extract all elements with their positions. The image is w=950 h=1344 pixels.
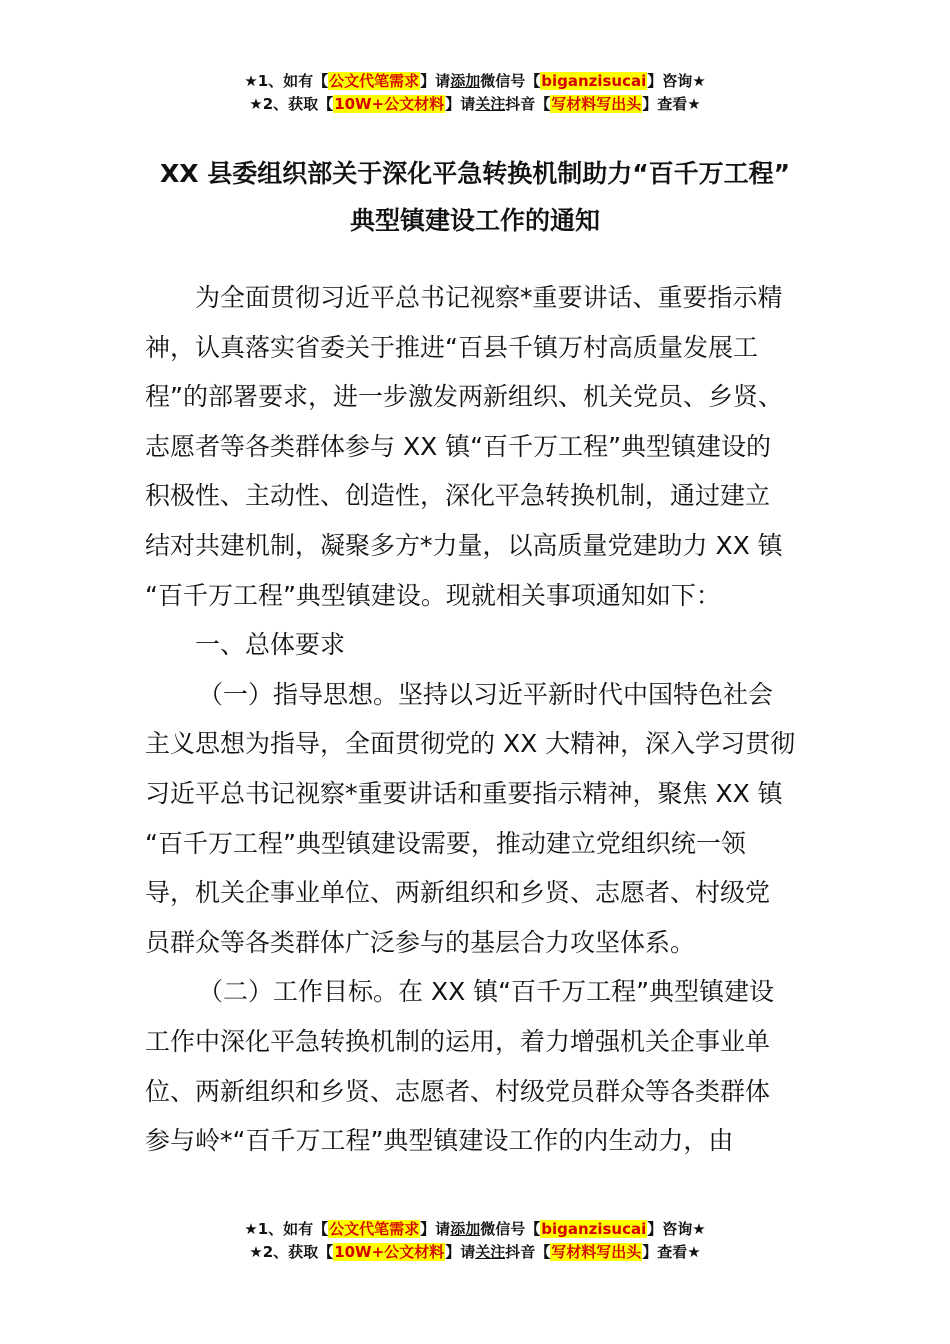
banner-text: 】请 [420, 72, 451, 90]
paragraph-line: 位、两新组织和乡贤、志愿者、村级党员群众等各类群体 [145, 1076, 771, 1106]
paragraph-line: 结对共建机制，凝聚多方*力量，以高质量党建助力 XX 镇 [145, 530, 783, 560]
highlight-materials: 10W+公文材料 [334, 95, 445, 113]
paragraph-line: （一）指导思想。坚持以习近平新时代中国特色社会 [198, 679, 774, 709]
banner-text: 】咨询★ [647, 72, 706, 90]
paragraph-line: 参与岭*“百千万工程”典型镇建设工作的内生动力，由 [145, 1126, 734, 1156]
banner-text: 微信号【 [480, 1220, 541, 1238]
document-body [145, 273, 807, 1166]
paragraph-line: 志愿者等各类群体参与 XX 镇“百千万工程”典型镇建设的 [145, 431, 772, 461]
title-line: XX 县委组织部关于深化平急转换机制助力“百千万工程” [159, 159, 791, 188]
paragraph-line: 工作中深化平急转换机制的运用，着力增强机关企事业单 [145, 1026, 771, 1056]
banner-text: 】查看★ [642, 1243, 701, 1261]
paragraph-line: 主义思想为指导，全面贯彻党的 XX 大精神，深入学习贯彻 [145, 729, 796, 759]
highlight-wechat-id: biganzisucai [541, 72, 647, 90]
banner-text: 】查看★ [642, 95, 701, 113]
banner-text: ★1、如有【 [244, 1220, 329, 1238]
banner-text: 抖音【 [505, 95, 551, 113]
banner-text: 抖音【 [505, 1243, 551, 1261]
paragraph-line: 积极性、主动性、创造性，深化平急转换机制，通过建立 [145, 481, 771, 511]
title-line: 典型镇建设工作的通知 [349, 206, 600, 235]
highlight-douyin-account: 写材料写出头 [551, 95, 642, 113]
section-heading: 一、总体要求 [195, 630, 346, 660]
paragraph-line: 神，认真落实省委关于推进“百县千镇万村高质量发展工 [145, 332, 758, 362]
paragraph-line: 导，机关企事业单位、两新组织和乡贤、志愿者、村级党 [145, 878, 771, 908]
paragraph-line: 为全面贯彻习近平总书记视察*重要讲话、重要指示精 [195, 283, 783, 312]
banner-text: ★2、获取【 [249, 1243, 334, 1261]
paragraph-line: “百千万工程”典型镇建设。现就相关事项通知如下： [145, 580, 721, 610]
footer-banner [0, 1218, 950, 1264]
banner-text: 】请 [445, 95, 476, 113]
underlined-text: 关注 [475, 1243, 506, 1261]
paragraph-line: 习近平总书记视察*重要讲话和重要指示精神，聚焦 XX 镇 [145, 778, 783, 808]
banner-text: 】咨询★ [647, 1220, 706, 1238]
underlined-text: 添加 [450, 72, 481, 90]
highlight-service: 公文代笔需求 [329, 72, 420, 90]
paragraph-line: 员群众等各类群体广泛参与的基层合力攻坚体系。 [145, 927, 696, 957]
banner-text: ★1、如有【 [244, 72, 329, 90]
highlight-materials: 10W+公文材料 [334, 1243, 445, 1261]
paragraph-line: “百千万工程”典型镇建设需要，推动建立党组织统一领 [145, 828, 746, 858]
banner-line-2 [0, 1241, 950, 1264]
banner-text: 微信号【 [480, 72, 541, 90]
document-title [0, 150, 950, 244]
banner-line-1 [0, 70, 950, 93]
header-banner [0, 70, 950, 116]
underlined-text: 关注 [475, 95, 506, 113]
banner-text: 】请 [445, 1243, 476, 1261]
paragraph-line: （二）工作目标。在 XX 镇“百千万工程”典型镇建设 [198, 977, 775, 1007]
paragraph-line: 程”的部署要求，进一步激发两新组织、机关党员、乡贤、 [145, 382, 783, 412]
banner-line-2 [0, 93, 950, 116]
banner-line-1 [0, 1218, 950, 1241]
highlight-service: 公文代笔需求 [329, 1220, 420, 1238]
highlight-douyin-account: 写材料写出头 [551, 1243, 642, 1261]
banner-text: 】请 [420, 1220, 451, 1238]
banner-text: ★2、获取【 [249, 95, 334, 113]
underlined-text: 添加 [450, 1220, 481, 1238]
highlight-wechat-id: biganzisucai [541, 1220, 647, 1238]
